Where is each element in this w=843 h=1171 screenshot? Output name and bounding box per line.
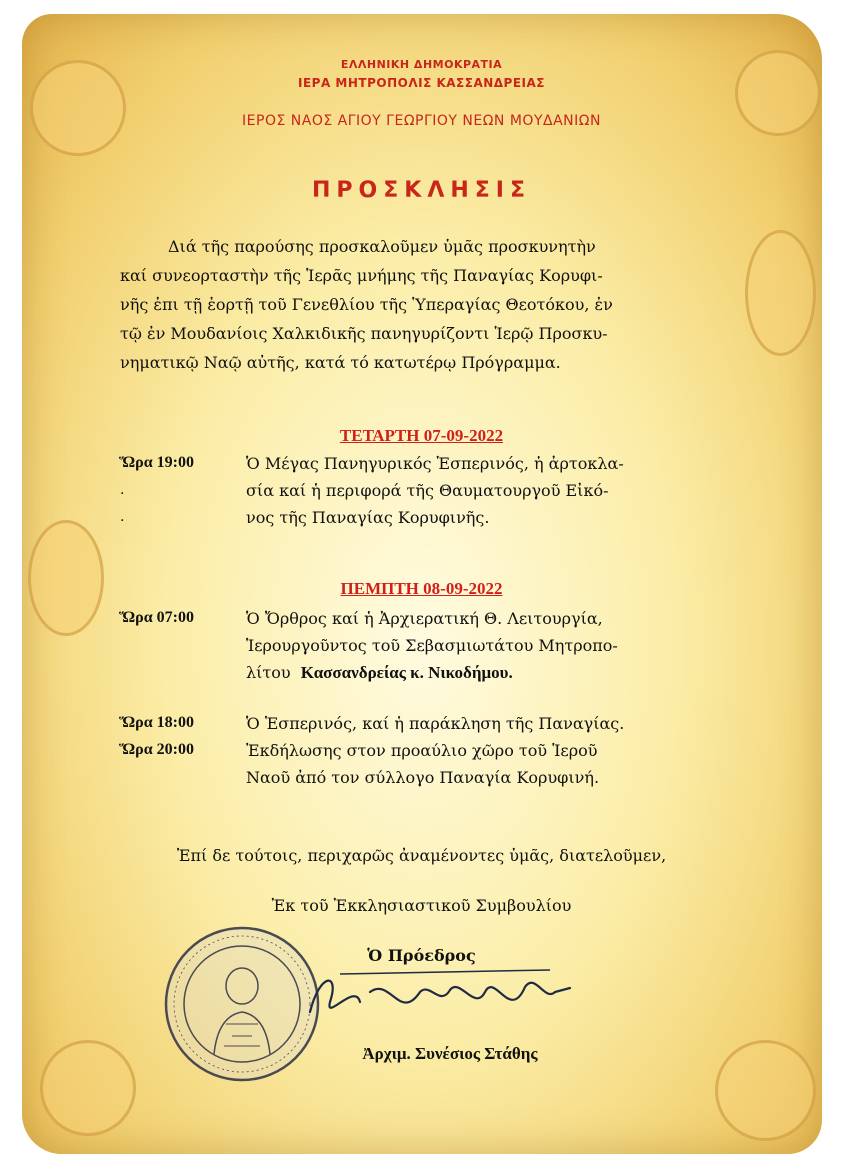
event-line [246,659,726,686]
event-line: σία καί ἡ περιφορά τῆς Θαυματουργοῦ Εἰκό- [246,481,609,500]
event-time: Ὥρα 07:00 [119,609,194,626]
schedule-date-day2: ΠΕΜΠΤΗ 08-09-2022 [340,579,503,598]
event-line: Ἐκδήλωσης στον προαύλιο χῶρο τοῦ Ἱεροῦ [246,741,598,760]
scroll-curl-bottom-left [40,1040,136,1136]
scroll-curl-top-left [30,60,126,156]
schedule-date-day1: ΤΕΤΑΡΤΗ 07-09-2022 [339,426,504,445]
intro-line: νηματικῷ Ναῷ αὐτῆς, κατά τό κατωτέρῳ Πρόγραμμα. [120,353,561,372]
intro-paragraph [120,232,720,377]
event-line: νος τῆς Παναγίας Κορυφινῆς. [246,508,490,527]
council-line: Ἐκ τοῦ Ἐκκλησιαστικοῦ Συμβουλίου [271,896,572,915]
event-line: Ὁ Ἑσπερινός, καί ἡ παράκληση τῆς Παναγίας. [246,714,625,733]
event-line: Ὁ Μέγας Πανηγυρικός Ἑσπερινός, ἡ ἀρτοκλα- [246,454,624,473]
event-description [246,450,726,531]
president-role: Ὁ Πρόεδρος [367,946,476,965]
dot-marker: . [120,482,125,498]
event-line: Ὁ Ὄρθρος καί ἡ Ἀρχιερατική Θ. Λειτουργία, [246,609,603,628]
header-republic: ΕΛΛΗΝΙΚΗ ΔΗΜΟΚΡΑΤΙΑ [340,58,503,71]
metropolitan-name: Κασσανδρείας κ. Νικοδήμου. [300,663,513,682]
page-title: ΠΡΟΣΚΛΗΣΙΣ [312,178,531,203]
handwritten-signature [300,962,580,1032]
header-metropolis: ΙΕΡΑ ΜΗΤΡΟΠΟΛΙΣ ΚΑΣΣΑΝΔΡΕΙΑΣ [298,76,545,90]
closing-line: Ἐπί δε τούτοις, περιχαρῶς ἀναμένοντες ὑμᾶς, διατελοῦμεν, [176,846,667,865]
intro-line: Διά τῆς παρούσης προσκαλοῦμεν ὑμᾶς προσκυνητὴν [168,237,596,256]
event-time: Ὥρα 19:00 [119,454,194,471]
scroll-curl-right-middle [745,230,816,356]
event-line-prefix: λίτου [246,663,291,682]
event-time: Ὥρα 18:00 [119,714,194,731]
intro-line: τῷ ἐν Μουδανίοις Χαλκιδικῆς πανηγυρίζοντι Ἱερῷ Προσκυ- [120,324,608,343]
event-line: Ναοῦ ἀπό τον σύλλογο Παναγία Κορυφινή. [246,768,600,787]
event-description [246,710,726,737]
header-church: ΙΕΡΟΣ ΝΑΟΣ ΑΓΙΟΥ ΓΕΩΡΓΙΟΥ ΝΕΩΝ ΜΟΥΔΑΝΙΩΝ [242,113,601,129]
event-description [246,605,726,686]
intro-line: καί συνεορταστὴν τῆς Ἱερᾶς μνήμης τῆς Παναγίας Κορυφι- [120,266,603,285]
event-time: Ὥρα 20:00 [119,741,194,758]
dot-marker: . [120,509,125,525]
event-description [246,737,726,791]
event-line: Ἱερουργοῦντος τοῦ Σεβασμιωτάτου Μητροπο- [246,636,618,655]
signatory-name: Ἀρχιμ. Συνέσιος Στάθης [362,1044,538,1063]
scroll-curl-left-middle [28,520,104,636]
intro-line: νῆς ἐπι τῇ ἑορτῇ τοῦ Γενεθλίου τῆς Ὑπεραγίας Θεοτόκου, ἐν [120,295,613,314]
